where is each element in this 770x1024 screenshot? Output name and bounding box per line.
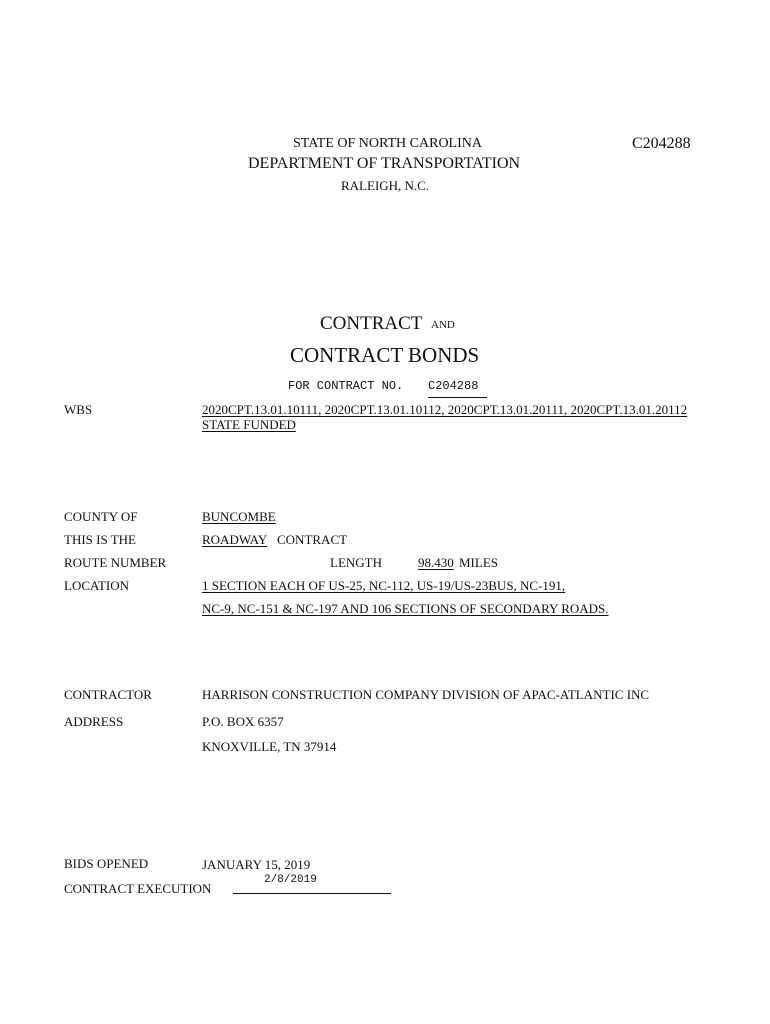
department-heading: DEPARTMENT OF TRANSPORTATION	[248, 155, 521, 172]
for-contract-number: C204288	[428, 379, 479, 393]
location-line-1: 1 SECTION EACH OF US-25, NC-112, US-19/US-23BUS, NC-191,	[202, 578, 566, 593]
address-label: ADDRESS	[64, 714, 124, 729]
location-line-2: NC-9, NC-151 & NC-197 AND 106 SECTIONS OF SECONDARY ROADS.	[202, 601, 609, 616]
contract-word: CONTRACT	[277, 532, 348, 547]
contract-execution-label: CONTRACT EXECUTION	[64, 881, 212, 896]
bids-opened-value: JANUARY 15, 2019	[202, 857, 311, 872]
title-and: AND	[431, 319, 455, 331]
contractor-label: CONTRACTOR	[64, 687, 152, 702]
address-line-2: KNOXVILLE, TN 37914	[202, 739, 337, 754]
this-is-the-label: THIS IS THE	[64, 532, 136, 547]
length-value: 98.430	[418, 555, 454, 570]
title-contract: CONTRACT	[320, 313, 423, 334]
state-heading: STATE OF NORTH CAROLINA	[293, 136, 482, 151]
contract-code: C204288	[632, 135, 691, 152]
city-heading: RALEIGH, N.C.	[341, 178, 430, 193]
wbs-label: WBS	[64, 402, 93, 417]
title-contract-bonds: CONTRACT BONDS	[290, 343, 480, 367]
county-label: COUNTY OF	[64, 509, 138, 524]
wbs-line-1: 2020CPT.13.01.10111, 2020CPT.13.01.10112, 2020CPT.13.01.20111, 2020CPT.13.01.20112	[202, 402, 688, 417]
contract-type-value: ROADWAY	[202, 532, 268, 547]
length-unit: MILES	[459, 555, 498, 570]
route-number-label: ROUTE NUMBER	[64, 555, 167, 570]
bids-opened-label: BIDS OPENED	[64, 856, 149, 871]
length-label: LENGTH	[330, 555, 382, 570]
execution-signature-line	[233, 893, 391, 894]
contract-number-underline	[428, 397, 487, 398]
contract-execution-value: 2/8/2019	[264, 874, 317, 886]
wbs-line-2: STATE FUNDED	[202, 417, 296, 432]
contractor-name: HARRISON CONSTRUCTION COMPANY DIVISION OF APAC-ATLANTIC INC	[202, 687, 650, 702]
location-label: LOCATION	[64, 578, 129, 593]
for-contract-label: FOR CONTRACT NO.	[288, 379, 404, 393]
county-value: BUNCOMBE	[202, 509, 276, 524]
address-line-1: P.O. BOX 6357	[202, 714, 284, 729]
